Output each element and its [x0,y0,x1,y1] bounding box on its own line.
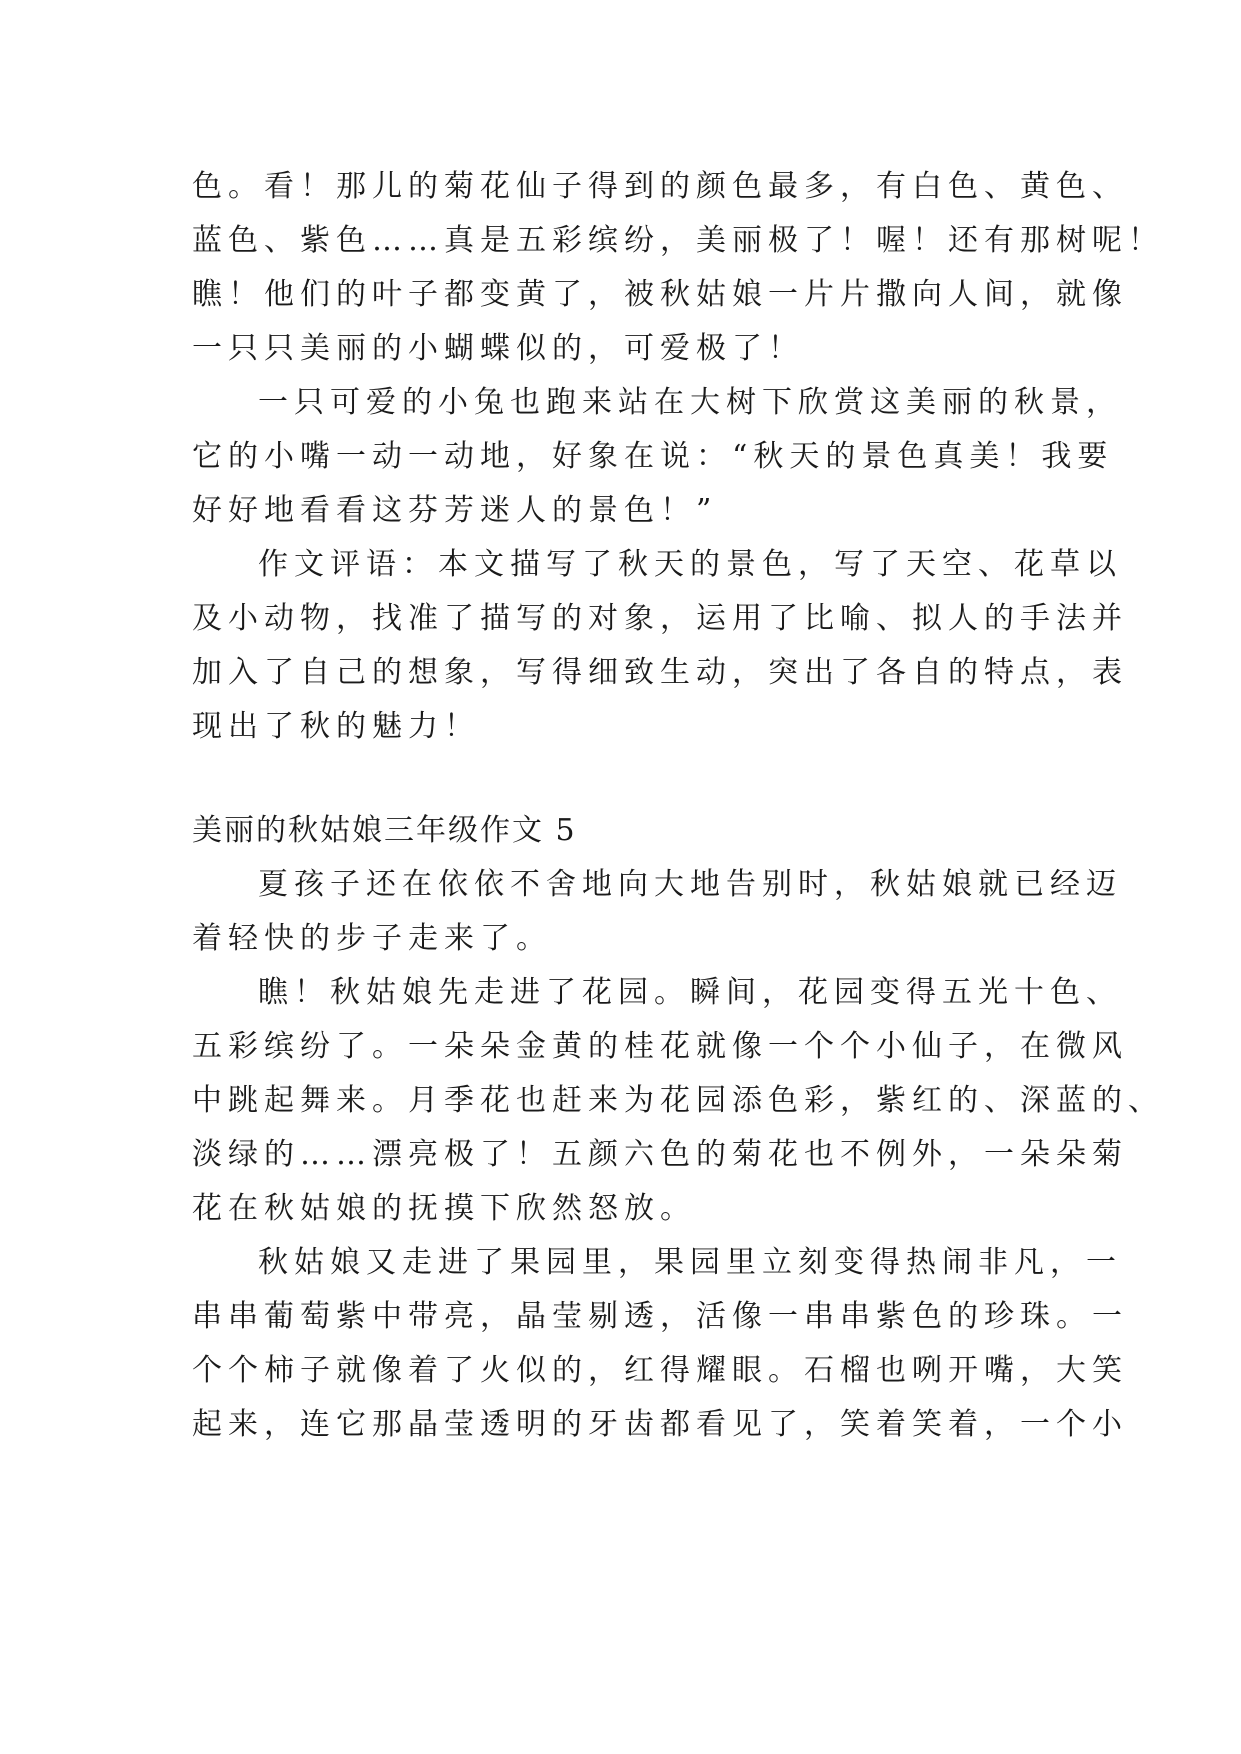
text-line: 加入了自己的想象，写得细致生动，突出了各自的特点，表 [192,655,1128,690]
text-line: 中跳起舞来。月季花也赶来为花园添色彩，紫红的、深蓝的、 [192,1083,1164,1118]
text-line: 串串葡萄紫中带亮，晶莹剔透，活像一串串紫色的珍珠。一 [192,1299,1128,1334]
text-line: 五彩缤纷了。一朵朵金黄的桂花就像一个个小仙子，在微风 [192,1029,1128,1064]
paragraph-rabbit [192,376,1122,538]
text-line: 秋姑娘又走进了果园里，果园里立刻变得热闹非凡，一 [258,1245,1122,1280]
paragraph-orchard [192,1236,1128,1452]
text-line: 着轻快的步子走来了。 [192,921,552,956]
text-line: 淡绿的……漂亮极了！五颜六色的菊花也不例外，一朵朵菊 [192,1137,1128,1172]
paragraph-comment [192,538,1128,754]
paragraph-garden [192,966,1164,1236]
paragraph-summer [192,858,1122,966]
text-line: 现出了秋的魅力！ [192,709,480,744]
text-line: 个个柿子就像着了火似的，红得耀眼。石榴也咧开嘴，大笑 [192,1353,1128,1388]
text-line: 一只可爱的小兔也跑来站在大树下欣赏这美丽的秋景， [258,385,1122,420]
text-line: 它的小嘴一动一动地，好象在说：“秋天的景色真美！我要 [192,439,1114,474]
section-heading: 美丽的秋姑娘三年级作文 5 [192,813,577,848]
text-line: 花在秋姑娘的抚摸下欣然怒放。 [192,1191,696,1226]
text-line: 蓝色、紫色……真是五彩缤纷，美丽极了！喔！还有那树呢！ [192,223,1164,258]
text-line: 作文评语：本文描写了秋天的景色，写了天空、花草以 [258,547,1122,582]
text-line: 一只只美丽的小蝴蝶似的，可爱极了！ [192,331,804,366]
text-line: 起来，连它那晶莹透明的牙齿都看见了，笑着笑着，一个小 [192,1407,1128,1442]
text-line: 瞧！他们的叶子都变黄了，被秋姑娘一片片撒向人间，就像 [192,277,1128,312]
text-line: 好好地看看这芬芳迷人的景色！” [192,493,718,528]
text-line: 夏孩子还在依依不舍地向大地告别时，秋姑娘就已经迈 [258,867,1122,902]
text-line: 及小动物，找准了描写的对象，运用了比喻、拟人的手法并 [192,601,1128,636]
text-line: 色。看！那儿的菊花仙子得到的颜色最多，有白色、黄色、 [192,169,1128,204]
paragraph-continued [192,160,1164,376]
text-line: 瞧！秋姑娘先走进了花园。瞬间，花园变得五光十色、 [258,975,1122,1010]
document-body [192,160,1164,1452]
